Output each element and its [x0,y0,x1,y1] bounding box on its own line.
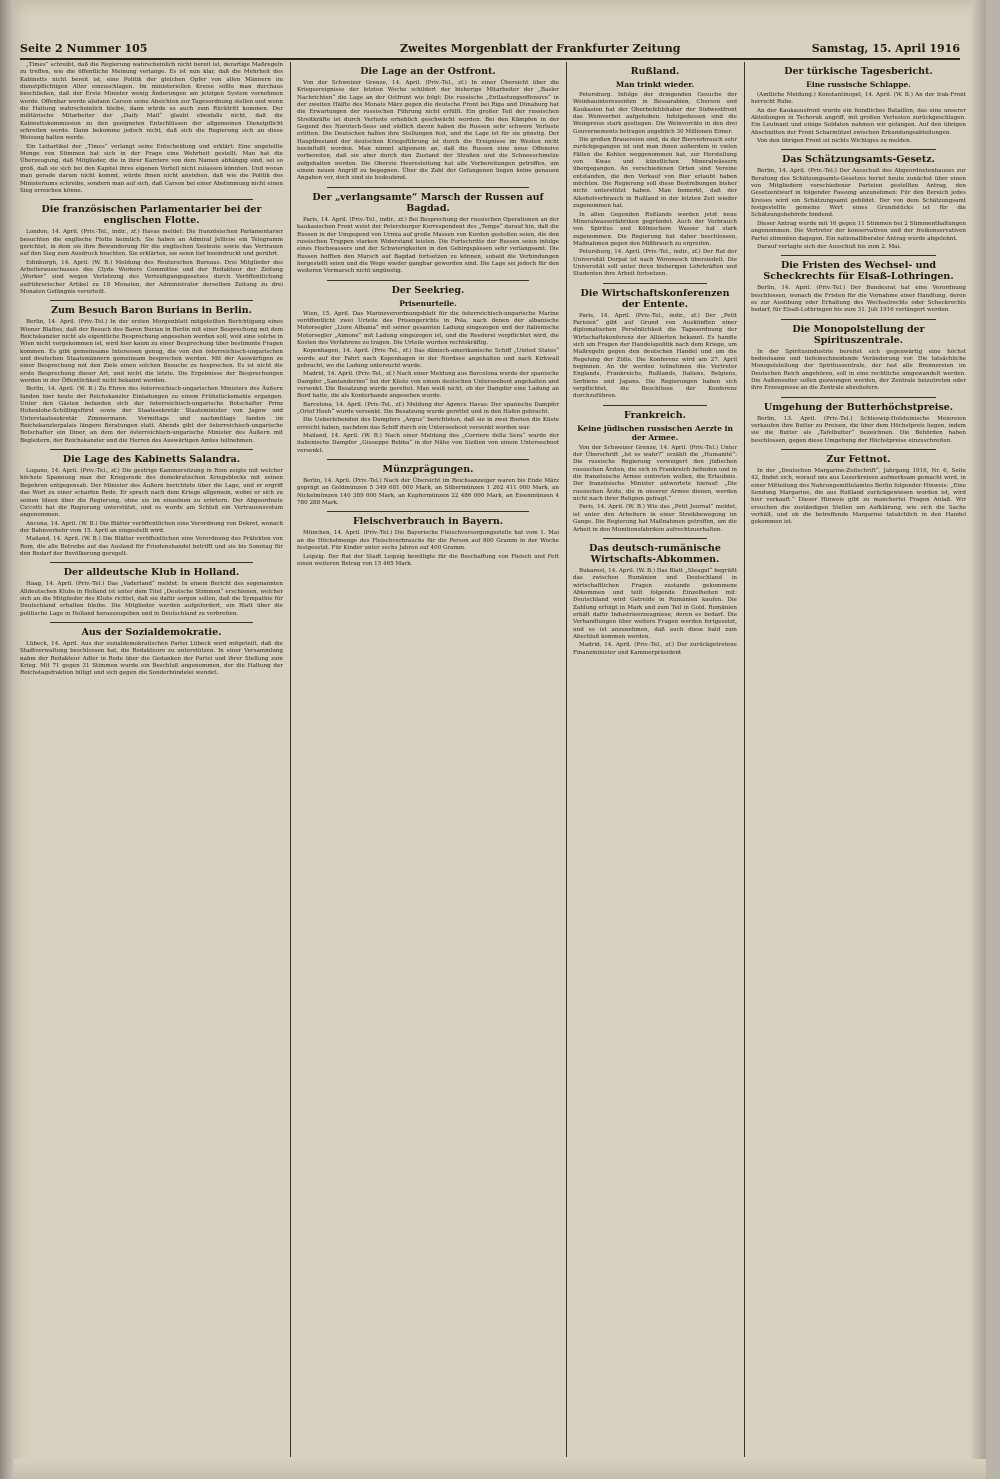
article-paragraph: Mailand, 14. April. (W. B.) Die Blätter veröffentlichen eine Verordnung des Präfekten von Rom, die alle Betreibe auf das Ausland für Friedenshandel betrifft und sie bis Sonntag für den Bedarf der Bevölkerung geregelt. [20,536,283,557]
article-headline: Die Monopolstellung der Spirituszentrale. [792,323,925,346]
article-paragraph: Berlin, 13. April. (Priv.-Tel.) Schleswig-Holsteinische Meiereien verkaufen ihre Butter zu Preisen, die über dem Höchstpreis liegen, indem sie die Butter als „Tafelbutter“ bezeichnen. Die Behörden haben beschlossen, gegen diese Umgehung der Höchstpreise einzuschreiten. [751,415,966,444]
article-paragraph: Von der Schweizer Grenze, 14. April. (Priv.-Tel.) Unter der Überschrift „Ist es wahr?“ erzählt die „Humanité“: Die russische Regierung verweigert den jüdischen russischen Ärzten, die sich in Frankreich befinden und in die französische Armee eintreten wollen, die Erlaubnis. Der französische Minister antwortete hierauf: „Die russischen Ärzte, die in unserer Armee dienen, werden nicht nach ihrer Religion gefragt.“ [573,444,737,503]
page-edge [972,0,986,1479]
article-paragraph: Madrid, 14. April. (Priv.-Tel., zf.) Der zurückgetretene Finanzminister und Kammerpräsident [573,642,737,656]
article-paragraph: Ancona, 14. April. (W. B.) Die Blätter veröffentlichen eine Verordnung von Dekret, wonach der Bahnverkehr vom 15. April an eingestellt wird. [20,520,283,534]
article-headline: Münzprägungen. [382,464,474,476]
column-rule [744,62,745,1457]
article-headline: Fleischverbrauch in Bayern. [352,516,504,528]
article-separator [50,622,253,623]
article-separator [327,511,529,512]
article-paragraph: Von der Schweizer Grenze, 14. April. (Priv.-Tel., zf.) In einer Übersicht über die Kriegsereignisse der letzten Woche schildert der bisherige Mitarbeiter der „Basler Nachrichten“ die Lage an der Ostfront wie folgt: Die russische „Entlastungsoffensive“ in der zweiten Hälfte des Monats März gegen die deutsche Front bei Riga und Dünaburg hat die Erwartungen der russischen Führung nicht erfüllt. Ein großer Teil der russischen Streitkräfte ist durch Verluste erheblich geschwächt worden. Bei den Kämpfen in der Gegend des Narotsch-Sees und südlich davon haben die Russen sehr schwere Verluste erlitten. Die Deutschen halten ihre Stellungen fest, und die Lage ist für sie günstig. Der Hauptbestand der deutschen Kriegsführung ist durch die Ereignisse im Westen nicht beeinflußt worden. Man nimmt allgemein an, daß die Russen eine neue Offensive vorbereiten, daß sie aber durch den Zustand der Straßen und die Schneeschmelze aufgehalten werden. Die Oberste Heeresleitung hat alle Vorbereitungen getroffen, um einem neuen Angriff zu begegnen. Über die Zahl der Gefangenen liegen keine genauen Angaben vor, doch sind sie bedeutend. [297,80,559,182]
article-headline: Rußland. [630,66,680,77]
article-paragraph: Madrid, 14. April. (Priv.-Tel., zf.) Nach einer Meldung aus Barcelona wurde der spanische Dampfer „Santanderino“ bei der Küste von einem deutschen Unterseeboot angehalten und versenkt. Die Besatzung wurde gerettet. Man weiß nicht, ob der Dampfer eine Ladung an Bord hatte, die als Konterbande angesehen wurde. [297,371,559,400]
article-headline: Zum Besuch Baron Burians in Berlin. [51,305,252,317]
article-separator [781,149,936,150]
column-4 [751,62,966,1457]
article-paragraph: Petersburg, 14. April. (Priv.-Tel., indir., zf.) Der Rat der Universität Dorpat ist nach Woronesch übersiedelt. Die Universität soll unter ihren bisherigen Lehrkräften und Studenten ihre Arbeit fortsetzen. [573,249,737,278]
article-paragraph: In der „Deutschen Margarine-Zeitschrift“, Jahrgang 1916, Nr. 6, Seite 42, findet sich, worauf uns aus Leserkreisen aufmerksam gemacht wird, in einer Mitteilung des Nahrungsmittelamtes Berlin folgender Hinweis: „Eine Sendung Margarine, die aus Rußland zurückgewiesen worden ist, wird hier verkauft.“ Dieser Hinweis gibt zu mancherlei Fragen Anlaß. Wir ersuchen die zuständigen Stellen um Aufklärung, wie sich die Sache verhält, und ob die betreffende Margarine tatsächlich in den Handel gekommen ist. [751,468,966,526]
article-separator [50,449,253,450]
article-separator [603,405,707,406]
binding-shadow [0,0,14,1479]
article-subheadline: Eine russische Schlappe. [806,80,911,89]
article-paragraph: Dieser Antrag wurde mit 16 gegen 11 Stimmen bei 2 Stimmenthaltungen angenommen. Die Vertreter der konservativen und der freikonservativen Partei stimmten dagegen. Ein nationalliberaler Antrag wurde abgelehnt. [751,220,966,242]
article-subheadline: Keine jüdischen russischen Aerzte in der Armee. [577,423,733,442]
article-paragraph: London, 14. April. (Priv.-Tel., indir., zf.) Havas meldet: Die französischen Parlamentarier besuchten die englische Flotte heimlich. Sie haben an Admiral Jellicoe ein Telegramm gerichtet, in dem sie ihre Bewunderung für die englischen Seeleute sowie das Vertrauen auf den Sieg zum Ausdruck brachten. Sie erklärten, sie seien tief beeindruckt und gerührt. [20,229,283,258]
article-separator [50,199,253,200]
article-paragraph: Berlin, 14. April. (Priv.-Tel.) Der Ausschuß des Abgeordnetenhauses zur Beratung des Schätzungsamts-Gesetzes beriet heute zunächst über einen von Mitgliedern verschiedener Parteien gestellten Antrag, den Gesetzentwurf in folgender Fassung anzunehmen: Für den Bereich jedes Kreises wird ein Schätzungsamt gebildet. Der von dem Schätzungsamt festgestellte gemeine Wert eines Grundstücks ist für die Schätzungsbehörde bindend. [751,168,966,219]
article-paragraph: Paris, 14. April. (Priv.-Tel., indir., zf.) Der „Petit Parisien“ gibt auf Grund von Auskünften einer diplomatischen Persönlichkeit die Tagesordnung der Wirtschaftskonferenz der Alliierten bekannt. Es handle sich um Fragen der Handelspolitik nach dem Kriege, um Maßregeln gegen den deutschen Handel und um die Regelung der Zölle. Die Konferenz wird am 27. April beginnen. An ihr werden teilnehmen die Vertreter Englands, Frankreichs, Rußlands, Italiens, Belgiens, Serbiens und Japans. Die Regierungen haben sich verpflichtet, die Beschlüsse der Konferenz durchzuführen. [573,312,737,400]
article-paragraph: Die Ueberlebenden des Dampfers „Argus“ berichteten, daß sie in zwei Booten die Küste erreicht haben, nachdem das Schiff durch ein Unterseeboot versenkt worden war. [297,417,559,431]
article-paragraph: Paris, 14. April. (Priv.-Tel., indir., zf.) Bei Besprechung der russischen Operationen an der kaukasischen Front weist der Petersburger Korrespondent des „Temps“ darauf hin, daß die Russen in der Umgegend von Urmia auf große Massen von Kurden gestoßen seien, die den russischen Truppen starken Widerstand leisten. Die Fortschritte der Russen seien infolge eines Hochwassers und der Schwierigkeiten in den Gebirgspässen sehr verlangsamt. Die Russen hofften den Marsch auf Bagdad fortsetzen zu können, sobald die Verbindungen hergestellt seien und die Wege wieder gangbar geworden sind. Die Lage sei jedoch für den weiteren Vormarsch nicht ungünstig. [297,216,559,275]
article-headline: Der türkische Tagesbericht. [784,66,933,77]
article-paragraph: Barcelona, 14. April. (Priv.-Tel., zf.) Meldung der Agence Havas: Der spanische Dampfer „Orlof Hoeh“ wurde versenkt. Die Besatzung wurde gerettet und in den Hafen gebracht. [297,401,559,416]
article-separator [50,562,253,563]
article-headline: Der „verlangsamte“ Marsch der Russen auf Bagdad. [312,191,544,214]
article-separator [781,255,936,256]
article-paragraph: Petersburg. Infolge der dringenden Gesuche der Weinbauinteressenten in Bessarabien, Cherson und Kaukasien hat der Oberbefehlshaber der Südwestfront das Weinverbot aufgehoben. Infolgedessen sind die Weinpreise stark gestiegen. Die Weinvorräte in den drei Gouvernements betragen angeblich 30 Millionen Eimer. [573,92,737,135]
article-paragraph: Von den übrigen Front ist nichts Wichtiges zu melden. [757,138,912,145]
article-subheadline: Man trinkt wieder. [615,80,695,89]
article-paragraph: Berlin, 14. April. (Priv.-Tel.) Der Bundesrat hat eine Verordnung beschlossen, wonach die Fristen für die Vornahme einer Handlung, deren es zur Ausübung oder Erhaltung des Wechselrechts oder Scheckrechts bedarf, für Elsaß-Lothringen bis zum 31. Juli 1916 verlängert werden. [751,285,966,314]
article-paragraph: München, 14. April. (Priv.-Tel.) Die Bayerische Fleischversorgungsstelle hat vom 1. Mai an die Höchstmenge des Fleischverbrauchs für die Person auf 800 Gramm in der Woche festgesetzt. Für Kinder unter sechs Jahren auf 400 Gramm. [297,530,559,552]
article-paragraph: Berlin, 14. April. (Priv.-Tel.) In der ersten Morgenblatt mitgeteilten Berichtigung eines Wiener Blattes, daß der Besuch des Baron Burian in Berlin mit einer Besprechung mit dem Reichskanzler nicht als eigentliche Besprechung angesehen werden soll, weil eine solche in Wien nicht vorgekommen ist, wird hier kaum zu einer Besprechung über bestimmte Fragen kommen. Es gibt gemeinsame Interessen genug, die von den österreichisch-ungarischen und deutschen Staatsmännern gemeinsam besprochen werden. Mit der Auswärtigen zu einer Besprechung mit den Ziele einen solchen Besuche zu besprechen. Es ist nicht die erste Besprechung dieser Art, und nicht die letzte. Die Ergebnisse der Besprechungen werden in der Öffentlichkeit nicht bekannt werden. [20,319,283,385]
page-number: Seite 2 Nummer 105 [20,42,148,55]
article-paragraph: Wien, 15. April. Das Marineverordnungsblatt für die österreichisch-ungarische Marine veröffentlicht zwei Urteile des Prisengerichts in Pola, nach denen der albanische Motorsegler „Liore Albania“ mit seiner gesamten Ladung eingezogen und der italienische Motorsegler „Aimone“ mit Ladung eingezogen ist, und die Reederei verpflichtet wird, die Kosten des Verfahrens zu tragen. Die Urteile wurden rechtskräftig. [297,310,559,346]
article-paragraph: „Times“ schreibt, daß die Regierung wahrscheinlich nicht bereit ist, derartige Maßregeln zu treffen, wie die öffentliche Meinung verlange. Es ist nun klar, daß die Mehrheit des Kabinetts nicht bereit ist, eine Politik der gleichen Opfer von allen Männern im dienstpflichtigen Alter einzuschlagen. Im ministeriellen Kreise sollte man durchaus beschließen, daß der Erste Minister wenig Änderungen am jetzigen System vornehmen werde. Offenbar werde alsdann Carson seine Absichten zur Tagesordnung stellen und wenn die Haltung wahrscheinlich bleibe, dann würde es auch zum Rücktritt kommen. Der militärische Mitarbeiter der „Daily Mail“ glaubt ebenfalls nicht, daß die Kabinettskommission zu den geeigneten Entschlüssen der allgemeinen Dienstpflicht schreiten werde. Dann bekomme jedoch nicht, daß sich die Regierung sich an diese Weisung halten werde. [20,62,283,142]
article-paragraph: Haag, 14. April. (Priv.-Tel.) Das „Vaderland“ meldet: In einem Bericht des sogenannten Alldeutschen Klubs in Holland ist unter dem Titel „Deutsche Stimmen“ erschienen, welcher sich an die Mitglieder des Klubs richtet, daß sie dafür sorgen sollen, daß die Sympathie für Deutschland erhalten bleibe. Die Mitglieder werden aufgefordert, ein Blatt über die politische Lage in Holland herauszugeben und in Deutschland zu verbreiten. [20,581,283,617]
article-headline: Die französischen Parlamentarier bei der englischen Flotte. [41,204,262,227]
article-paragraph: Berlin, 14. April. (W. B.) Zu Ehren des österreichisch-ungarischen Ministers des Äußern fanden hier heute der Reichskanzler Einladungen zu einem Frühstücksmahle ergangen. Unter den Gästen befanden sich der österreichisch-ungarische Botschafter Prinz Hohenlohe-Schillingsfürst sowie der Staatssekretär Staatsminister von Jagow und Unterstaatssekretär Zimmermann. Vormittags und nachmittags fanden im Reichskanzlerpalais längere Beratungen statt. Abends gibt der österreichisch-ungarische Botschafter ein Diner, an dem der österreichisch-ungarische Minister des Äußern mit Begleitern, der Reichskanzler und die Herren des Auswärtigen Amtes teilnehmen. [20,386,283,444]
article-separator [781,397,936,398]
column-rule [566,62,567,1457]
masthead [20,40,960,60]
article-headline: Der Seekrieg. [391,284,465,296]
article-headline: Die Fristen des Wechsel- und Scheckrechts für Elsaß-Lothringen. [763,260,954,283]
article-headline: Umgehung der Butterhöchstpreise. [763,401,954,413]
article-headline: Die Wirtschaftskonferenzen der Entente. [580,287,730,310]
article-separator [781,449,936,450]
article-paragraph: (Amtliche Meldung.) Konstantinopel, 14. April. (W. B.) An der Irak-Front herrscht Ruhe. [751,92,966,106]
article-separator [50,300,253,301]
article-paragraph: Leipzig. Der Rat der Stadt Leipzig bewilligte für die Beschaffung von Fleisch und Fett einen weiteren Betrag von 15 465 Mark. [297,553,559,567]
article-headline: Das Schätzungsamts-Gesetz. [782,154,935,166]
article-paragraph: Darauf vertagte sich der Ausschuß bis zum 2. Mai. [757,243,902,250]
article-paragraph: An der Kaukasusfront wurde ein feindliches Bataillon, das eine unserer Abteilungen in Tschoruk angriff, mit großen Verlusten zurückgeschlagen. Ein Leutnant und einige Soldaten nahmen wir gefangen. Auf den übrigen Abschnitten der Front Scharmützel zwischen Erkundungsabteilungen. [751,107,966,136]
article-headline: Die Lage des Kabinetts Salandra. [62,454,241,466]
article-separator [327,459,529,460]
article-paragraph: Kopenhagen, 14. April. (Priv.-Tel., zf.) Das dänisch-amerikanische Schiff „United States“ wurde auf der Fahrt nach Kopenhagen in der Nordsee angehalten und nach Kirkwall gebracht, wo die Ladung untersucht wurde. [297,348,559,369]
column-rule [290,62,291,1457]
article-paragraph: Paris, 14. April. (W. B.) Wie das „Petit Journal“ meldet, ist unter den Arbeitern in einer Streikbewegung im Gange. Die Regierung hat Maßnahmen getroffen, um die Arbeit in den Munitionsfabriken aufrechtzuerhalten. [573,504,737,533]
article-paragraph: Die großen Brauereien sind, da der Bierverbrauch sehr zurückgegangen ist und man ihnen außerdem in vielen Fällen die Kohlen weggenommen hat, zur Herstellung von Kwas und künstlichen Mineralwässern übergegangen. An verschiedenen Orten sind Vereine entstanden, die den Verkauf von Bier erlaubt haben möchten. Die Regierung soll diese Bestrebungen bisher nicht unterstützt haben. Man bemerkt, daß der Alkoholverbrauch in Rußland in der letzten Zeit wieder zugenommen hat. [573,137,737,210]
article-paragraph: Mailand, 14. April. (W. B.) Nach einer Meldung des „Corriere della Sera“ wurde der italienische Dampfer „Giuseppe Rebba“ in der Nähe von Sizilien von einem Unterseeboot versenkt. [297,433,559,454]
article-separator [327,187,529,188]
article-headline: Das deutsch-rumänische Wirtschafts-Abkommen. [589,542,721,565]
article-headline: Die Lage an der Ostfront. [360,66,496,77]
article-paragraph: Ein Leitartikel der „Times“ verlangt seine Entscheidung und erklärt: Eine ungeteilte Menge von Stimmen hat sich in der Frage eine Wehrheit gestellt. Man hat die Überzeugung, daß Mitglieder, die in ihrer Karriere von dem Namen abhängig sind, sei so groß, daß sie sich bei den Kapitel ihres eigenen Vorteil nicht zulassen könnten. Und woran man gerade darum nicht kommt, würde ihnen nicht anstehen, daß wie die Politik des Ministeriums schreibe, sondern man auf sich, daß Carson bei einer Abstimmung nicht einen Sieg erreichen könne. [20,143,283,194]
article-paragraph: Edinburgh, 14. April. (W. B.) Meldung des Reuterschen Bureaus. Drei Mitglieder des Arbeiterausschusses des Clyde Workers Committee und der Redakteur der Zeitung „Worker“ sind wegen Verletzung des Verteidigungsgesetzes durch Veröffentlichung aufrührerischer Artikel zu 18 Monaten, der Administrator derselben Zeitung zu drei Monaten Gefängnis verurteilt. [20,259,283,295]
newspaper-title: Zweites Morgenblatt der Frankfurter Zeitung [400,42,681,55]
page-bottom-edge [14,1459,986,1479]
column-2 [297,62,559,1457]
article-paragraph: In der Spiritusindustrie bereitet sich gegenwärtig eine höchst bedeutsame und tiefeinschneidende Veränderung vor. Die tatsächliche Monopolstellung der Spirituszentrale, der fast alle Brennereien im Deutschen Reich angehören, soll in eine rechtliche umgewandelt werden. Die Außenseiter sollen gezwungen werden, der Zentrale beizutreten oder ihre Erzeugnisse an die Zentrale abzuliefern. [751,348,966,392]
article-separator [603,283,707,284]
article-separator [781,319,936,320]
article-paragraph: Berlin, 14. April. (Priv.-Tel.) Nach der Übersicht im Reichsanzeiger waren bis Ende März geprägt an Goldmünzen 5 349 681 000 Mark, an Silbermünzen 1 262 411 000 Mark, an Nickelmünzen 140 389 000 Mark, an Kupfermünzen 22 486 000 Mark, an Eisenmünzen 4 780 288 Mark. [297,478,559,507]
column-3 [573,62,737,1457]
article-subheadline: Prisenurteile. [399,298,457,308]
article-paragraph: Lugano, 14. April. (Priv.-Tel., zf.) Die gestrige Kammersitzung in Rom zeigte mit welcher höchste Spannung man der Kriegsrede des demokratischen Kriegsblocks mit seinen Begehren entgegensah. Der Minister des Äußern berichtete über die Lage, und er ergriff das Wort zu einer scharfen Rede. Er sprach nach dem Kriege allgemein, wobei er sich zu seinen Ideen über die Regierung, ohne sie im einzelnen zu erörtern. Der Abgeordnete Ciccotti hat die Regierung unterstützt, und es wurde am Schluß ein Vertrauensvotum angenommen. [20,468,283,519]
article-separator [327,280,529,281]
article-paragraph: In allen Gegenden Rußlands werden jetzt neue Mineralwasserfabriken gegründet. Auch der Verbrauch von Spiritus und Kölnischem Wasser hat stark zugenommen. Die Regierung hat daher beschlossen, Maßnahmen gegen den Mißbrauch zu ergreifen. [573,211,737,247]
article-paragraph: Bukarest, 14. April. (W. B.) Das Blatt „Steagul“ begrüßt das zwischen Rumänien und Deutschland in wirtschaftlichen Fragen zustande gekommene Abkommen und teilt folgende Einzelheiten mit: Deutschland wird Getreide in Rumänien kaufen. Die Zahlung erfolgt in Mark und zum Teil in Gold. Rumänien erhält dafür Industrieerzeugnisse, deren es bedarf. Die Verhandlungen über weitere Fragen werden fortgesetzt, und es ist anzunehmen, daß auch diese bald zum Abschluß kommen werden. [573,567,737,640]
article-headline: Frankreich. [624,409,686,421]
issue-date: Samstag, 15. April 1916 [811,42,960,55]
column-1 [20,62,283,1457]
article-separator [603,538,707,539]
article-paragraph: Lübeck, 14. April. Aus der sozialdemokratischen Partei Lübeck wird mitgeteilt, daß die Stadtverwaltung beschlossen hat, die Redakteure zu unterstützen. In einer Versammlung nahm der Redakteur Adler in Rede über die Gedanken der Partei und ihrer Stellung zum Krieg. Mit 71 gegen 31 Stimmen wurde ein Beschluß angenommen, der die Haltung der Reichstagsfraktion billigt und sich gegen die Sonderbündelei wendet. [20,640,283,677]
article-headline: Zur Fettnot. [826,454,891,465]
article-headline: Der alldeutsche Klub in Holland. [63,567,240,579]
article-headline: Aus der Sozialdemokratie. [81,626,222,638]
